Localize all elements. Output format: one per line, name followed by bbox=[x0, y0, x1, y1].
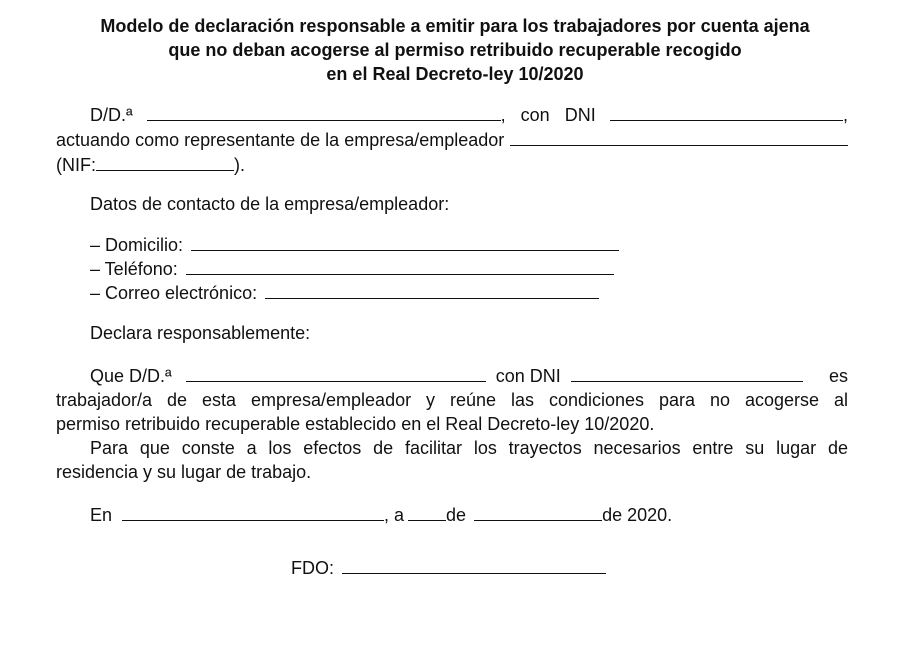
en-label: En bbox=[90, 505, 113, 525]
telefono-label: – Teléfono: bbox=[90, 259, 178, 279]
fdo-label: FDO: bbox=[291, 558, 334, 578]
dd-label: D/D.ª bbox=[90, 105, 133, 125]
document-title bbox=[40, 14, 870, 86]
identity-line bbox=[56, 104, 848, 126]
telefono-line bbox=[90, 258, 650, 280]
de-label-1: de bbox=[446, 505, 467, 525]
declaration-heading: Declara responsablemente: bbox=[90, 323, 311, 343]
place-blank[interactable] bbox=[122, 519, 384, 521]
declaration-line-1 bbox=[56, 365, 848, 387]
correo-line bbox=[90, 282, 650, 304]
nif-line bbox=[56, 154, 848, 176]
representative-line bbox=[56, 129, 848, 151]
worker-con-dni-label: con DNI bbox=[495, 366, 561, 386]
que-dd-label: Que D/D.ª bbox=[90, 366, 172, 386]
de-2020-label: de 2020. bbox=[602, 505, 673, 525]
dni-blank[interactable] bbox=[610, 119, 843, 121]
comma: , bbox=[842, 105, 848, 125]
signature-line bbox=[291, 557, 631, 579]
title-line-1: Modelo de declaración responsable a emitir para los trabajadores por cuenta ajena bbox=[100, 16, 810, 36]
es-label: es bbox=[828, 366, 848, 386]
domicilio-blank[interactable] bbox=[191, 249, 619, 251]
nif-blank[interactable] bbox=[96, 169, 234, 171]
day-blank[interactable] bbox=[408, 519, 446, 521]
declaration-line-5: residencia y su lugar de trabajo. bbox=[56, 462, 312, 482]
title-line-3: en el Real Decreto-ley 10/2020 bbox=[326, 64, 584, 84]
worker-name-blank[interactable] bbox=[186, 380, 486, 382]
domicilio-label: – Domicilio: bbox=[90, 235, 184, 255]
signature-blank[interactable] bbox=[342, 572, 606, 574]
domicilio-line bbox=[90, 234, 650, 256]
month-blank[interactable] bbox=[474, 519, 602, 521]
declaration-line-3: permiso retribuido recuperable establecido en el Real Decreto-ley 10/2020. bbox=[56, 414, 655, 434]
correo-blank[interactable] bbox=[265, 297, 599, 299]
nif-close: ). bbox=[234, 155, 245, 175]
telefono-blank[interactable] bbox=[186, 273, 614, 275]
worker-dni-blank[interactable] bbox=[571, 380, 803, 382]
declaration-line-2: trabajador/a de esta empresa/empleador y reúne las condiciones para no acogerse al bbox=[56, 390, 848, 410]
a-label: , a bbox=[384, 505, 405, 525]
nif-open: (NIF: bbox=[56, 155, 96, 175]
con-dni-label: , con DNI bbox=[500, 105, 596, 125]
name-blank[interactable] bbox=[147, 119, 501, 121]
company-blank[interactable] bbox=[510, 144, 848, 146]
correo-label: – Correo electrónico: bbox=[90, 283, 258, 303]
title-line-2: que no deban acogerse al permiso retribuido recuperable recogido bbox=[168, 40, 742, 60]
representative-text: actuando como representante de la empresa/empleador bbox=[56, 130, 505, 150]
declaration-line-4: Para que conste a los efectos de facilitar los trayectos necesarios entre su lugar de bbox=[90, 438, 848, 458]
place-date-line bbox=[90, 504, 790, 526]
contact-heading: Datos de contacto de la empresa/empleador: bbox=[90, 194, 450, 214]
